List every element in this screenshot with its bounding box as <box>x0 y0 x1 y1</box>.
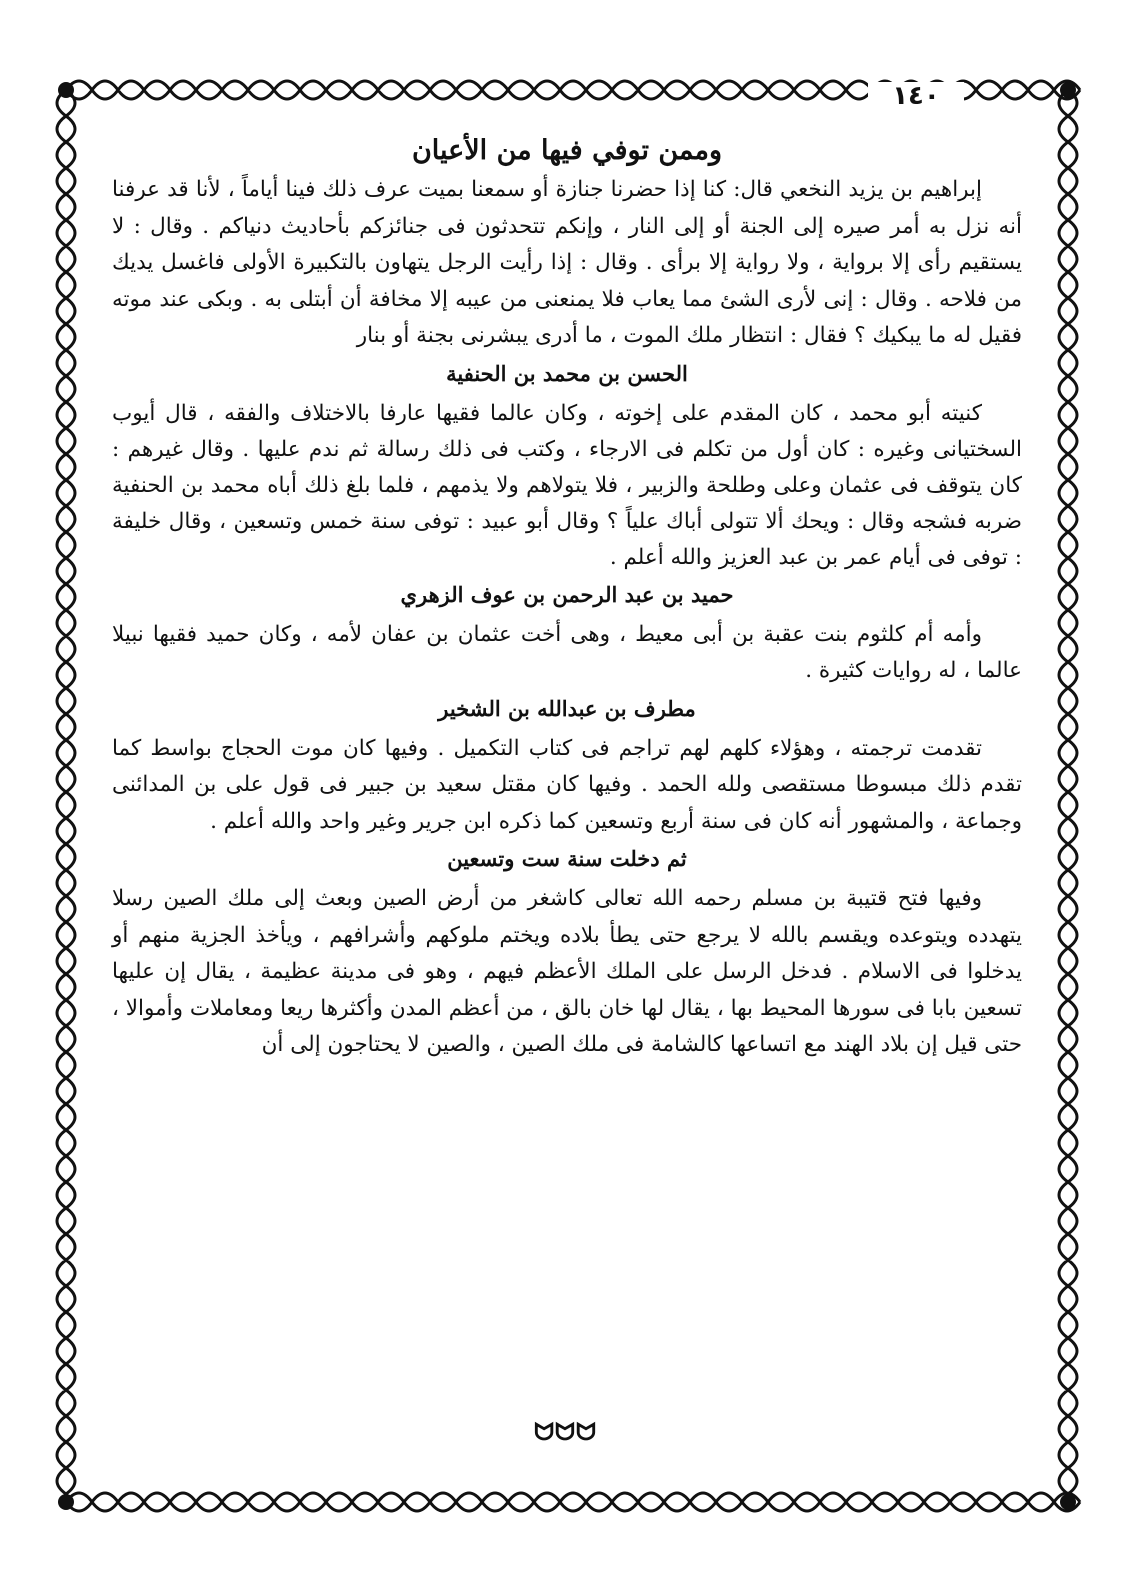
entry-humaid-name: حميد بن عبد الرحمن بن عوف الزهري <box>400 581 734 607</box>
entry-ibrahim-text: إبراهيم بن يزيد النخعي قال: كنا إذا حضرنا جنازة أو سمعنا بميت عرف ذلك فينا أياماً ، لأنا قد عرفنا أنه نزل به أمر صيره إلى الجنة أو إلى النار ، وإنكم تتحدثون فى جنائزكم بأحاديث دنياكم . وقال : لا يستقيم رأى إلا برواية ، ولا رواية إلا برأى . وقال : إذا رأيت الرجل يتهاون بالتكبيرة الأولى فاغسل يديك من فلاحه . وقال : إنى لأرى الشئ مما يعاب فلا يمنعنى من عيبه إلا مخافة أن أبتلى به . وبكى عند موته فقيل له ما يبكيك ؟ فقال : انتظار ملك الموت ، ما أدرى يبشرنى بجنة أو بنار <box>112 177 1022 348</box>
border-corner-knot <box>58 1494 74 1510</box>
page-body <box>112 135 1022 1395</box>
year-96-text: وفيها فتح قتيبة بن مسلم رحمه الله تعالى كاشغر من أرض الصين وبعث إلى ملك الصين رسلا يتهدده ويتوعده ويقسم بالله لا يرجع حتى يطأ بلاده ويختم ملوكهم وأشرافهم ، ويأخذ الجزية منهم أو يدخلوا فى الاسلام . فدخل الرسل على الملك الأعظم فيهم ، وهو فى مدينة عظيمة ، يقال إن عليها تسعين بابا فى سورها المحيط بها ، يقال لها خان بالق ، من أعظم المدن وأكثرها ريعا ومعاملات وأموالا ، حتى قيل إن بلاد الهند مع اتساعها كالشامة فى ملك الصين ، والصين لا يحتاجون إلى أن <box>112 886 1022 1057</box>
entry-hasan-name: الحسن بن محمد بن الحنفية <box>446 360 688 386</box>
border-corner-knot <box>1060 82 1076 98</box>
section-heading: وممن توفي فيها من الأعيان <box>411 135 723 166</box>
page-number: ١٤٠ <box>868 82 964 110</box>
page-end-ornament: ᗢᗢᗢ <box>534 1418 597 1446</box>
border-corner-knot <box>58 82 74 98</box>
entry-mutarrif-text: تقدمت ترجمته ، وهؤلاء كلهم لهم تراجم فى كتاب التكميل . وفيها كان موت الحجاج بواسط كما تقدم ذلك مبسوطا مستقصى ولله الحمد . وفيها كان مقتل سعيد بن جبير فى قول على بن المدائنى وجماعة ، والمشهور أنه كان فى سنة أربع وتسعين كما ذكره ابن جرير وغير واحد والله أعلم . <box>112 735 1022 834</box>
entry-hasan-text: كنيته أبو محمد ، كان المقدم على إخوته ، وكان عالما فقيها عارفا بالاختلاف والفقه ، قال أيوب السختيانى وغيره : كان أول من تكلم فى الارجاء ، وكتب فى ذلك رسالة ثم ندم عليها . وقال غيرهم : كان يتوقف فى عثمان وعلى وطلحة والزبير ، فلا يتولاهم ولا يذمهم ، فلما بلغ ذلك أباه محمد بن الحنفية ضربه فشجه وقال : ويحك ألا تتولى أباك علياً ؟ وقال أبو عبيد : توفى سنة خمس وتسعين ، وقال خليفة : توفى فى أيام عمر بن عبد العزيز والله أعلم . <box>112 400 1022 570</box>
border-corner-knot <box>1060 1494 1076 1510</box>
entry-mutarrif-name: مطرف بن عبدالله بن الشخير <box>438 695 696 721</box>
year-96-heading: ثم دخلت سنة ست وتسعين <box>447 846 687 871</box>
entry-humaid-text: وأمه أم كلثوم بنت عقبة بن أبى معيط ، وهى أخت عثمان بن عفان لأمه ، وكان حميد فقيها نبيلا عالما ، له روايات كثيرة . <box>112 621 1022 683</box>
